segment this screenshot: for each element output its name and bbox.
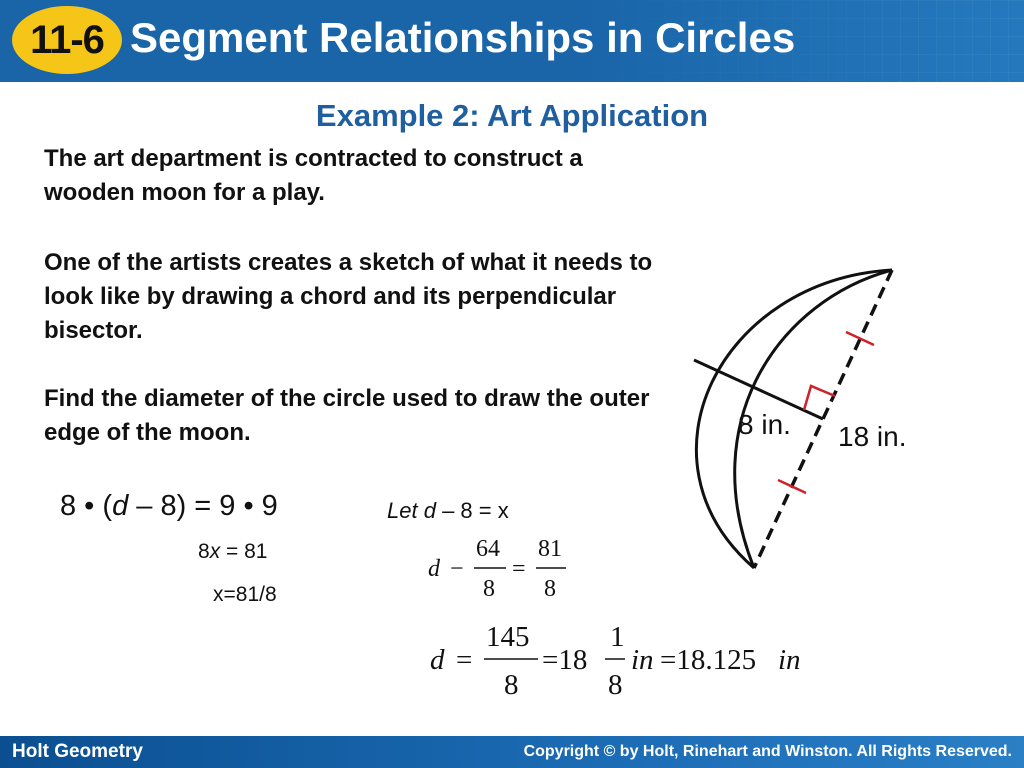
frac2-den: 8 (504, 669, 519, 701)
frac2-fden: 8 (608, 669, 623, 701)
moon-outer-arc (696, 270, 892, 568)
frac2-num: 145 (486, 621, 530, 653)
frac1-minus: − (450, 556, 464, 582)
eq2-coef: 8 (198, 540, 210, 563)
eq2-var-x: x (209, 540, 221, 563)
fraction-equation-2 (424, 612, 824, 704)
let-word: Let (387, 498, 424, 523)
header-bar (0, 0, 1024, 82)
equation-products (60, 490, 278, 523)
eq1-var-d: d (112, 490, 129, 522)
frac1-var-d: d (428, 556, 440, 582)
paragraph-intro: The art department is contracted to construct a wooden moon for a play. (44, 145, 583, 206)
frac2-unit-2: in (778, 644, 801, 676)
frac2-fnum: 1 (610, 621, 625, 653)
frac2-var-d: d (430, 644, 445, 676)
page-title: Segment Relationships in Circles (130, 14, 796, 61)
frac2-result: =18.125 (660, 644, 757, 676)
frac1-den2: 8 (544, 576, 556, 602)
let-var-d: d (423, 498, 436, 523)
eq1-right: – 8) = 9 • 9 (128, 490, 278, 522)
eq2-rhs: = 81 (220, 540, 268, 563)
frac1-num2: 81 (538, 536, 562, 562)
let-rest: – 8 = x (435, 498, 509, 523)
paragraph-question: Find the diameter of the circle used to draw the outer edge of the moon. (44, 385, 650, 446)
example-heading: Example 2: Art Application (315, 98, 709, 133)
frac2-equals-18: =18 (542, 644, 588, 676)
moon-diagram (660, 250, 960, 590)
equation-x-value: x=81/8 (213, 583, 277, 606)
frac1-num1: 64 (476, 536, 500, 562)
footer-book-title: Holt Geometry (12, 741, 143, 762)
lesson-badge: 11-6 (12, 6, 122, 74)
right-angle-marker (804, 386, 835, 410)
footer-copyright: Copyright © by Holt, Rinehart and Winston. All Rights Reserved. (523, 743, 1012, 760)
eq1-left: 8 • ( (60, 490, 113, 522)
frac1-equals: = (512, 556, 526, 582)
frac1-den1: 8 (483, 576, 495, 602)
footer-bar (0, 736, 1024, 768)
label-8-in: 8 in. (738, 409, 791, 440)
frac2-equals-1: = (456, 644, 473, 676)
label-18-in: 18 in. (838, 421, 907, 452)
fraction-equation-1 (420, 528, 580, 608)
substitution-statement (387, 498, 509, 524)
equation-8x (198, 540, 267, 564)
frac2-unit-1: in (631, 644, 654, 676)
paragraph-sketch: One of the artists creates a sketch of what it needs to look like by drawing a chord and its perpendicular bisector. (44, 249, 653, 344)
